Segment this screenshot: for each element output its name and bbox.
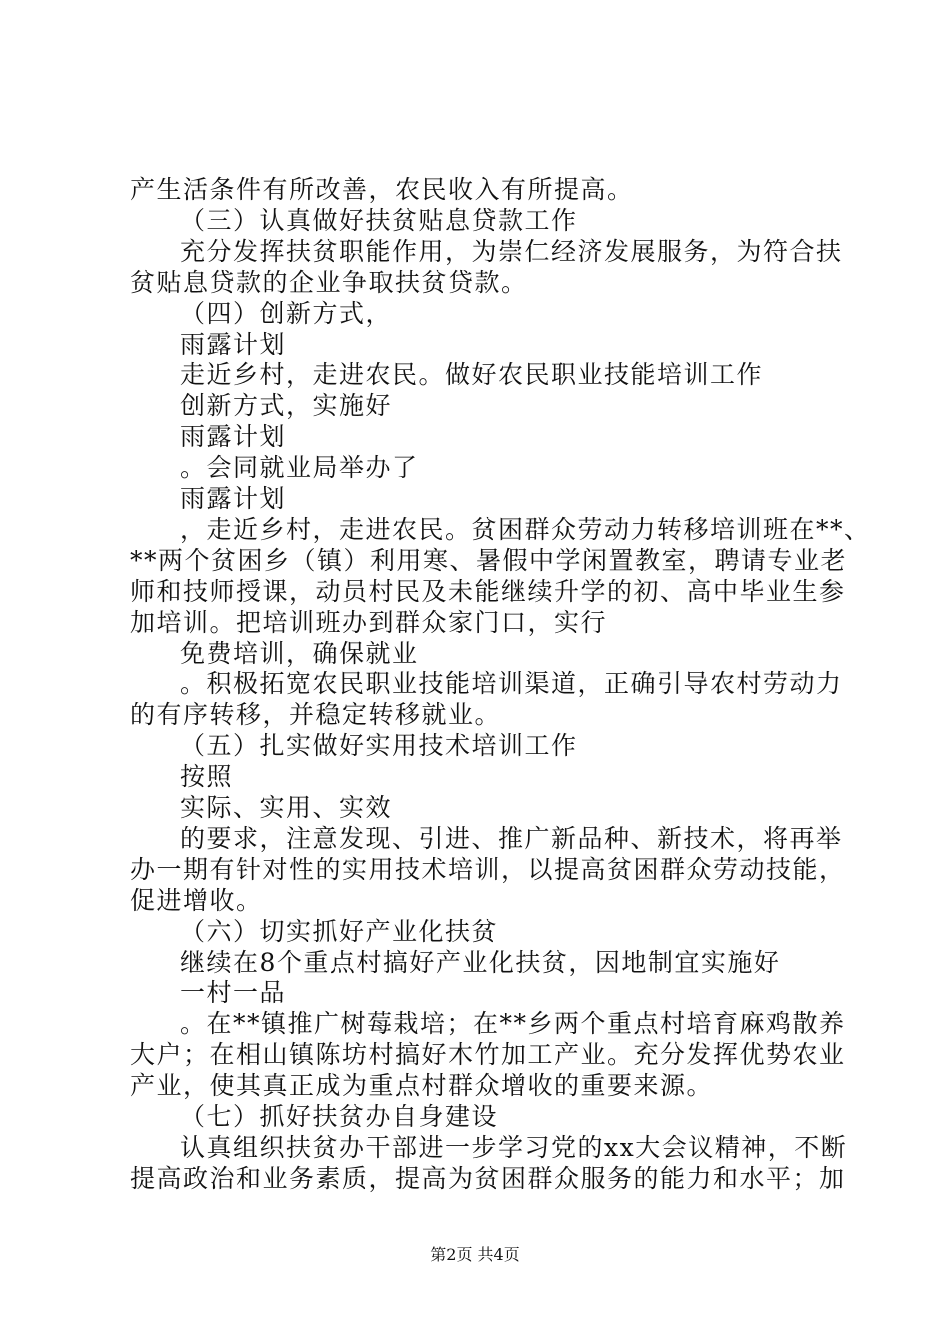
page-footer: 第2页 共4页 [430,1245,520,1264]
text-line: 。积极拓宽农民职业技能培训渠道，正确引导农村劳动力 [180,669,843,698]
text-line: 创新方式，实施好 [180,391,393,420]
text-line: 师和技师授课，动员村民及未能继续升学的初、高中毕业生参 [130,577,846,606]
text-line: 免费培训，确保就业 [180,639,419,668]
text-line: 贫贴息贷款的企业争取扶贫贷款。 [130,268,528,297]
text-line: 按照 [180,762,234,791]
text-line: 的要求，注意发现、引进、推广新品种、新技术，将再举 [180,824,843,853]
text-line: 产生活条件有所改善，农民收入有所提高。 [130,175,634,204]
text-line: （七）抓好扶贫办自身建设 [180,1102,499,1131]
text-line: （六）切实抓好产业化扶贫 [180,917,499,946]
text-line: 提高政治和业务素质，提高为贫困群众服务的能力和水平；加 [130,1164,846,1193]
text-line: 促进增收。 [130,886,263,915]
text-line: 的有序转移，并稳定转移就业。 [130,700,502,729]
text-line: （五）扎实做好实用技术培训工作 [180,731,578,760]
text-line: 加培训。把培训班办到群众家门口，实行 [130,608,608,637]
text-line: 充分发挥扶贫职能作用，为崇仁经济发展服务，为符合扶 [180,237,843,266]
text-line: 一村一品 [180,978,287,1007]
text-line: 实际、实用、实效 [180,793,393,822]
text-line: **两个贫困乡（镇）利用寒、暑假中学闲置教室，聘请专业老 [130,546,848,575]
text-line: 雨露计划 [180,330,287,359]
text-line: 走近乡村，走进农民。做好农民职业技能培训工作 [180,360,764,389]
text-line: 雨露计划 [180,422,287,451]
text-line: 。会同就业局举办了 [180,453,419,482]
text-line: 继续在8个重点村搞好产业化扶贫，因地制宜实施好 [180,948,781,977]
text-line: （四）创新方式， [180,299,393,328]
text-line: 大户；在相山镇陈坊村搞好木竹加工产业。充分发挥优势农业 [130,1040,846,1069]
text-line: （三）认真做好扶贫贴息贷款工作 [180,206,578,235]
text-line: 产业，使其真正成为重点村群众增收的重要来源。 [130,1071,714,1100]
text-line: 。在**镇推广树莓栽培；在**乡两个重点村培育麻鸡散养 [180,1009,846,1038]
text-line: ，走近乡村，走进农民。贫困群众劳动力转移培训班在**、 [180,515,871,544]
text-line: 认真组织扶贫办干部进一步学习党的xx大会议精神，不断 [180,1133,848,1162]
text-line: 办一期有针对性的实用技术培训，以提高贫困群众劳动技能， [130,855,846,884]
text-line: 雨露计划 [180,484,287,513]
